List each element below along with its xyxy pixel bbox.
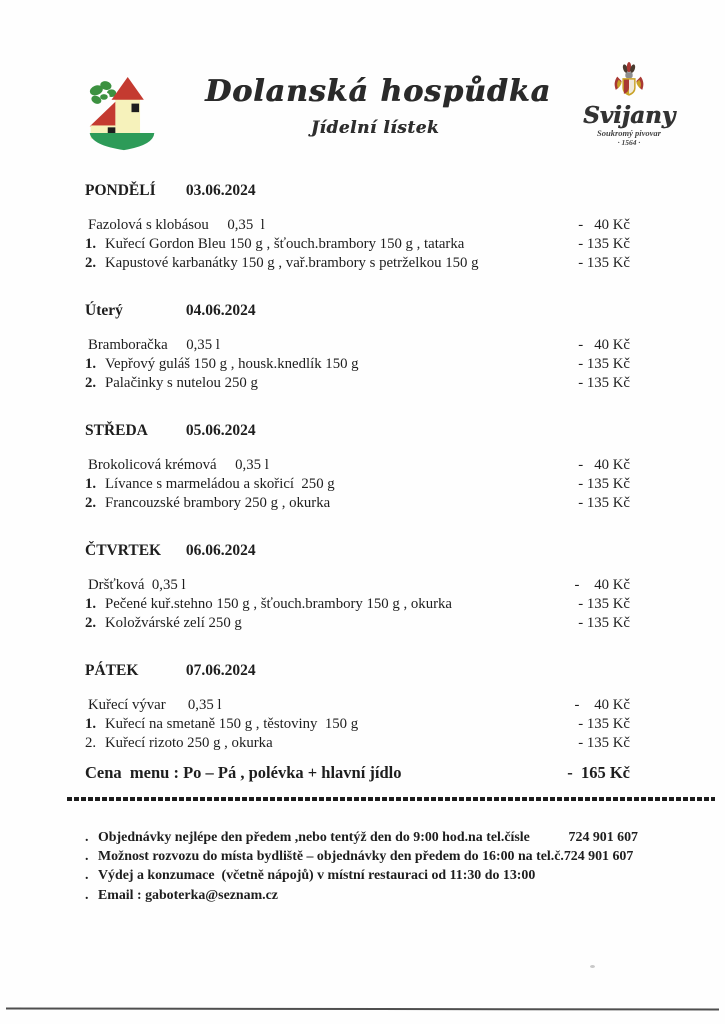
menu-days (85, 180, 630, 780)
day-items (85, 696, 630, 753)
menu-subtitle: Jídelní lístek (310, 118, 440, 138)
day-date: 07.06.2024 (185, 662, 256, 679)
menu-item-price: - 135 Kč (578, 495, 630, 511)
menu-item-row (85, 216, 630, 235)
menu-item-number: 1. (85, 476, 97, 492)
menu-item-price: - 40 Kč (574, 697, 630, 713)
scan-speck (590, 965, 595, 968)
menu-item-price: - 135 Kč (578, 476, 630, 492)
menu-day-section (85, 300, 630, 420)
note-bullet: . (85, 830, 89, 845)
day-name: Úterý (85, 302, 123, 319)
summary-price: - 165 Kč (567, 763, 630, 782)
menu-item-number: 1. (85, 596, 97, 612)
note-text: Email : gaboterka@seznam.cz (98, 887, 278, 903)
menu-item-text: Kuřecí vývar 0,35 l (88, 697, 222, 713)
brewery-year: · 1564 · (617, 138, 641, 147)
day-date: 03.06.2024 (185, 182, 256, 199)
menu-item-price: - 40 Kč (578, 337, 630, 353)
menu-item-price: - 135 Kč (578, 596, 630, 612)
menu-item-number: 2. (85, 615, 97, 631)
menu-item-row (85, 494, 630, 513)
menu-item-text: Bramboračka 0,35 l (88, 337, 220, 353)
day-items (85, 576, 630, 633)
note-phone: 724 901 607 (568, 830, 638, 845)
menu-item-row (85, 475, 630, 494)
footer-note-line (85, 886, 638, 905)
menu-item-price: - 135 Kč (578, 716, 630, 732)
menu-item-row (85, 614, 630, 633)
footer-note-line (85, 828, 638, 847)
menu-item-row (85, 336, 630, 355)
dashed-separator (67, 797, 715, 801)
menu-item-row (85, 715, 630, 734)
menu-item-number: 2. (85, 735, 97, 751)
menu-item-price: - 135 Kč (578, 615, 630, 631)
day-name: PONDĚLÍ (85, 182, 156, 199)
menu-item-price: - 40 Kč (578, 217, 630, 233)
menu-item-row (85, 696, 630, 715)
menu-item-number: 2. (85, 495, 97, 511)
day-items (85, 216, 630, 273)
menu-item-number: 2. (85, 375, 97, 391)
menu-price-summary (85, 762, 630, 784)
menu-item-price: - 135 Kč (578, 236, 630, 252)
day-date: 04.06.2024 (185, 302, 256, 319)
menu-item-number: 1. (85, 356, 97, 372)
menu-item-number: 1. (85, 716, 97, 732)
restaurant-title: Dolanská hospůdka (205, 74, 551, 109)
menu-item-text: Fazolová s klobásou 0,35 l (88, 217, 265, 233)
day-items (85, 456, 630, 513)
day-name: STŘEDA (85, 422, 148, 439)
menu-item-price: - 40 Kč (574, 577, 630, 593)
footer-note-line (85, 847, 638, 866)
brewery-crest-icon (607, 62, 651, 106)
brewery-name: Svijany (582, 102, 676, 129)
note-text: Možnost rozvozu do místa bydliště – objednávky den předem do 16:00 na tel.č.724 901 607 (98, 849, 634, 865)
tree-icon (88, 80, 116, 106)
day-heading (85, 180, 630, 201)
day-heading (85, 420, 630, 441)
day-date: 05.06.2024 (185, 422, 256, 439)
note-bullet: . (85, 849, 89, 865)
day-items (85, 336, 630, 393)
menu-item-price: - 135 Kč (578, 356, 630, 372)
menu-item-text: Brokolicová krémová 0,35 l (88, 457, 269, 473)
menu-item-price: - 40 Kč (578, 457, 630, 473)
menu-item-row (85, 355, 630, 374)
note-bullet: . (85, 868, 89, 884)
menu-item-row (85, 595, 630, 614)
brewery-tagline: Soukromý pivovar (597, 128, 661, 138)
menu-item-text: Kuřecí Gordon Bleu 150 g , šťouch.brambory 150 g , tatarka (105, 236, 465, 252)
day-date: 06.06.2024 (185, 542, 256, 559)
menu-item-row (85, 374, 630, 393)
menu-item-price: - 135 Kč (578, 255, 630, 271)
menu-item-text: Francouzské brambory 250 g , okurka (105, 495, 331, 511)
note-text: Objednávky nejlépe den předem ,nebo tentýž den do 9:00 hod.na tel.čísle (98, 830, 530, 845)
menu-item-number: 1. (85, 236, 97, 252)
menu-item-text: Palačinky s nutelou 250 g (105, 375, 258, 391)
menu-item-row (85, 235, 630, 254)
day-heading (85, 660, 630, 681)
note-bullet: . (85, 887, 89, 903)
summary-label: Cena menu : Po – Pá , polévka + hlavní jídlo (85, 763, 402, 782)
menu-item-text: Vepřový guláš 150 g , housk.knedlík 150 g (105, 356, 359, 372)
menu-item-text: Kuřecí rizoto 250 g , okurka (105, 735, 273, 751)
menu-item-text: Koložvárské zelí 250 g (105, 615, 242, 631)
day-heading (85, 300, 630, 321)
menu-item-row (85, 734, 630, 753)
menu-item-row (85, 456, 630, 475)
menu-day-section (85, 540, 630, 660)
footer-note-line (85, 866, 638, 885)
menu-item-row (85, 576, 630, 595)
menu-day-section (85, 420, 630, 540)
menu-item-price: - 135 Kč (578, 375, 630, 391)
day-name: PÁTEK (85, 662, 139, 679)
footer-notes (85, 828, 638, 905)
day-name: ČTVRTEK (85, 542, 162, 559)
church-logo (84, 76, 160, 154)
menu-item-text: Kuřecí na smetaně 150 g , těstoviny 150 g (105, 716, 359, 732)
day-heading (85, 540, 630, 561)
menu-item-text: Lívance s marmeládou a skořicí 250 g (105, 476, 335, 492)
menu-item-text: Pečené kuř.stehno 150 g , šťouch.brambory 150 g , okurka (105, 596, 452, 612)
menu-item-text: Dršťková 0,35 l (88, 577, 186, 593)
menu-item-row (85, 254, 630, 273)
scan-edge-line (6, 1008, 719, 1011)
menu-item-price: - 135 Kč (578, 735, 630, 751)
menu-item-text: Kapustové karbanátky 150 g , vař.brambory s petrželkou 150 g (105, 255, 479, 271)
note-text: Výdej a konzumace (včetně nápojů) v místní restauraci od 11:30 do 13:00 (98, 868, 536, 884)
brewery-logo (570, 62, 688, 147)
document-header (205, 74, 551, 138)
menu-day-section (85, 180, 630, 300)
menu-item-number: 2. (85, 255, 97, 271)
